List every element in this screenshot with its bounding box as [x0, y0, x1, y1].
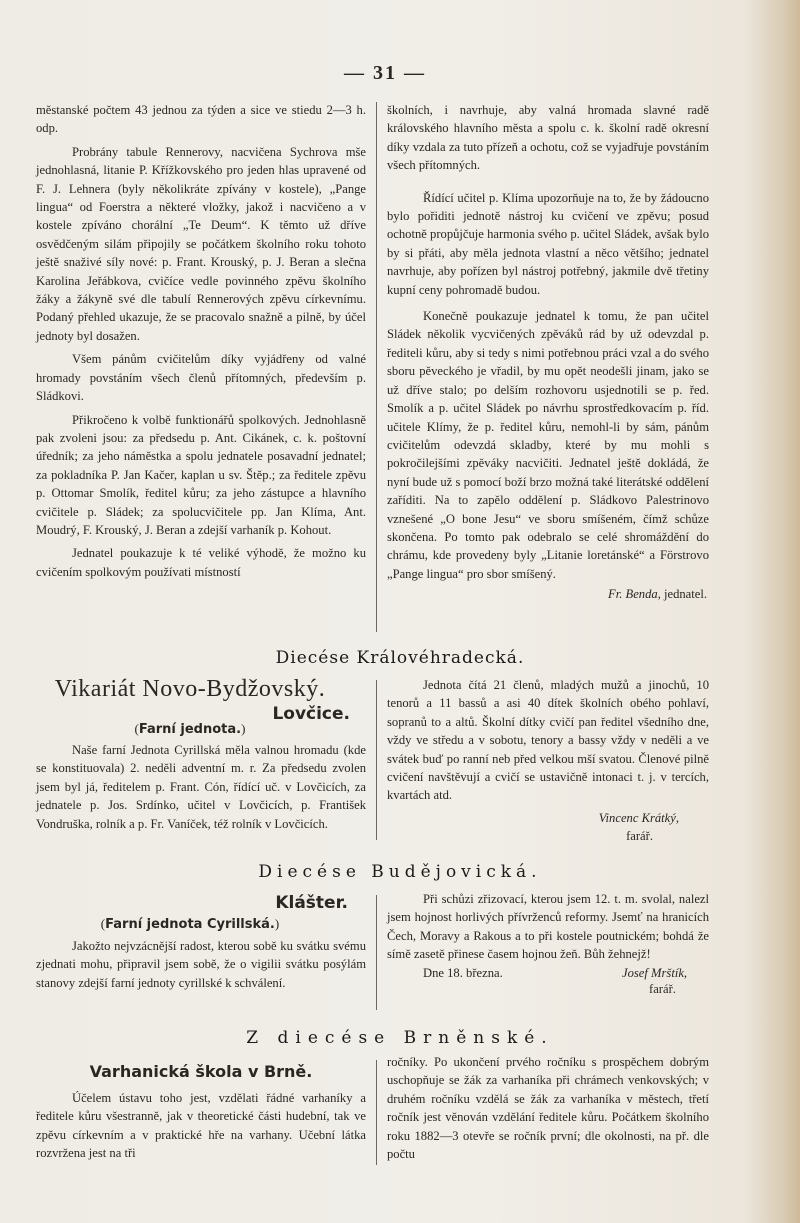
place-heading-lovcice: Lovčice. — [272, 704, 350, 724]
signature-name: Vincenc Krátký, — [598, 810, 679, 825]
paragraph: ročníky. Po ukončení prvého ročníku s prospěchem dobrým uschopňuje se žák za varhaníka při chrámech venkovských; v druhém ročníku vzdělá se žák za varhaníka v městech, třetí ročník jest věnován vzdělání ředitele kůru. Počátkem školního roku 1882—3 otevře se ročník první; dle okolnosti, na př. dle počtu — [387, 1055, 709, 1162]
signature-name: Josef Mrštík, — [622, 965, 688, 980]
page-number: — 31 — — [344, 62, 426, 84]
column-divider — [376, 1060, 377, 1165]
signature-name: Fr. Benda — [608, 587, 658, 602]
diocese-heading-hradec: Diecése Královéhradecká. — [275, 648, 525, 668]
top-left-column — [36, 101, 366, 581]
paragraph: Jakožto nejvzácnější radost, kterou sobě ku svátku svému zjednati mohu, připravil jsem sobě, že o vigilii svátku posýlám stanovy zdejší farní jednoty cyrillské k schválení. — [36, 939, 366, 990]
budejovice-right-text — [387, 890, 709, 1000]
signature-role: farář. — [649, 981, 676, 996]
paragraph: Naše farní Jednota Cyrillská měla valnou hromadu (kde se konstituovala) 2. neděli adventní m. r. Za předsedu zvolen jsem byl já, ředitelem p. Frant. Cón, řídící uč. v Lovčicích, za jednatele p. Jos. Srdínko, učitel v Lovčicích, p. František Vondruška, rolník a p. Fr. Vaníček, též rolník v Lovčicích. — [36, 743, 366, 831]
date: Dne 18. března. — [423, 965, 503, 980]
diocese-heading-budejovice: Diecése Budějovická. — [258, 862, 542, 882]
brno-right-text — [387, 1053, 709, 1163]
column-divider — [376, 680, 377, 840]
paragraph: Probrány tabule Rennerovy, nacvičena Sychrova mše jednohlasná, litanie P. Křížkovského pro jeden hlas upravené od F. J. Lehnera (byly několikráte zpívány v kostele), „Pange lingua“ od Foerstra a některé vložky, jakož i nacvičeno a v kostele zpíváno chorální „Te Deum“. K těmto už dříve osvědčeným silám připojily se počátkem školního roku tohoto ještě snaživé síly nové: p. Frant. Krouský, p. J. Beran a slečna Karolina Jeřábkova, cvičíce vedle povinného zpěvu školního žáky a žákyně své dle tabulí Rennerových zpěvu církevnímu. Podaný přehled ukazuje, že se pracovalo snažně a pilně, by účel jednoty byl dosažen. — [36, 144, 366, 343]
column-divider — [376, 895, 377, 1010]
paragraph: Konečně poukazuje jednatel k tomu, že pan učitel Sládek několik vycvičených zpěváků rád by už odevzdal p. řediteli kůru, aby si tedy s nimi potřebnou práci vzal a do svého sboru pěveckého je vřadil, by mu opět neodešli jinam, jako se už dříve stalo; po delším rozhovoru usjednotili se p. řed. Smolík a p. učitel Sládek po návrhu sprostředkovacím p. říd. učitele Klímy, že p. ředitel kůru, nemohl-li by sám, pánům cvičitelům odevzdá skladby, které by mu mohli s pokročilejšími zpěváky nacvičiti. Jednatel ještě dokládá, že nyní bude už s pomocí boží brzo možná také literátské oddělení zaříditi. Na to zapělo oddělení p. Sládkovo Palestrinovo vznešené „O bone Jesu“ ve sboru smíšeném, čímž schůze skončena. Po tomto pak odebralo se celé shromáždění do chrámu, kde provedeny byly „Litanie loretánské“ a Förstrovo „Pange lingua“ pro sbor smíšený. — [387, 309, 709, 581]
paragraph: Jednota čítá 21 členů, mladých mužů a jinochů, 10 tenorů a 11 bassů a asi 40 dítek školních obého pohlaví, sopranů to a altů. Školní dítky cvičí pan ředitel všedního dne, vždy ve středu a v sobotu, tenory a bassy vždy v neděli a ve svátek buď po ranní neb před velkou mší svatou. Členové pilně cvičení navštěvují a cvičí se ustavičně intonaci t. j. v tercích, kvartách atd. — [387, 678, 709, 803]
paragraph: Řídící učitel p. Klíma upozorňuje na to, že by žádoucno bylo pořiditi jednotě nástroj ku cvičení ve zpěvu; posud ochotně propůjčuje harmonia svého p. učitel Sládek, avšak bylo by si přáti, aby měla jednota vlastní a něco většího; jednatel navrhuje, aby pořízen byl nástroj potřebný, jakmile dvě třetiny kupní ceny pohromadě budou. — [387, 190, 709, 297]
diocese-heading-brno: Z diecése Brněnské. — [246, 1028, 554, 1048]
brno-left-text — [36, 1089, 366, 1163]
paragraph: Účelem ústavu toho jest, vzdělati řádné varhaníky a ředitele kůru všestranně, jak v theoretické části hudební, tak ve zpěvu církevním a v praktické hře na varhany. Učební látka rozvržena jest na tři — [36, 1091, 366, 1161]
column-divider — [376, 102, 377, 632]
paragraph: Jednatel poukazuje k té veliké výhodě, že možno ku cvičením spolkovým používati místností — [36, 546, 366, 579]
signature-role: , jednatel. — [657, 587, 707, 602]
date-signature-row — [387, 964, 709, 1000]
vikariat-heading: Vikariát Novo-Bydžovský. — [54, 676, 326, 702]
paragraph: Při schůzi zřizovací, kterou jsem 12. t. m. svolal, nalezl jsem hojnost horlivých přívrženců reformy. Jsemť na hranicích Čech, Moravy a Rakous a to při kostele poutnickém; bohdá že símě zasetě přinese časem hojnou žeň. Bůh žehnejž! — [387, 892, 709, 962]
hradec-left-text — [36, 741, 366, 833]
paragraph: Přikročeno k volbě funktionářů spolkových. Jednohlasně pak zvoleni jsou: za předsedu p. Ant. Cikánek, c. k. poštovní úředník; za jeho náměstka a spolu jednatele posavadní jednatel; za pokladníka P. Jan Kačer, kaplan u sv. Štěp.; za ředitele zpěvu p. Ottomar Smolík, ředitel kůru; za jeho zástupce a hlavního cvičitele p. Sládek; za spolucvičitele pp. Jan Klíma, Ant. Moudrý, F. Krouský, J. Beran a zdejší varhaník p. Kohout. — [36, 412, 366, 537]
paragraph: Všem pánům cvičitelům díky vyjádřeny od valné hromady povstáním všech členů přítomných, především p. Sládkovi. — [36, 352, 366, 404]
hradec-right-text — [387, 676, 709, 846]
signature — [387, 809, 709, 846]
place-heading-klaster: Klášter. — [275, 893, 348, 913]
budejovice-left-text — [36, 937, 366, 992]
subtitle-farni-jednota-cyrillska: (Farní jednota Cyrillská.) — [100, 916, 280, 932]
paragraph: školních, i navrhuje, aby valná hromada slavné radě královského hlavního města a spolu c. k. školní radě okresní díky vzdala za tuto přízeň a ochotu, což se vyjadřuje povstáním všech přítomných. — [387, 103, 709, 173]
paragraph: městanské počtem 43 jednou za týden a sice ve stiedu 2—3 h. odp. — [36, 103, 366, 136]
school-heading: Varhanická škola v Brně. — [89, 1062, 313, 1081]
subtitle-farni-jednota: (Farní jednota.) — [134, 721, 246, 737]
signature-role: farář. — [626, 829, 653, 844]
top-right-column — [387, 101, 709, 604]
signature — [387, 585, 709, 603]
